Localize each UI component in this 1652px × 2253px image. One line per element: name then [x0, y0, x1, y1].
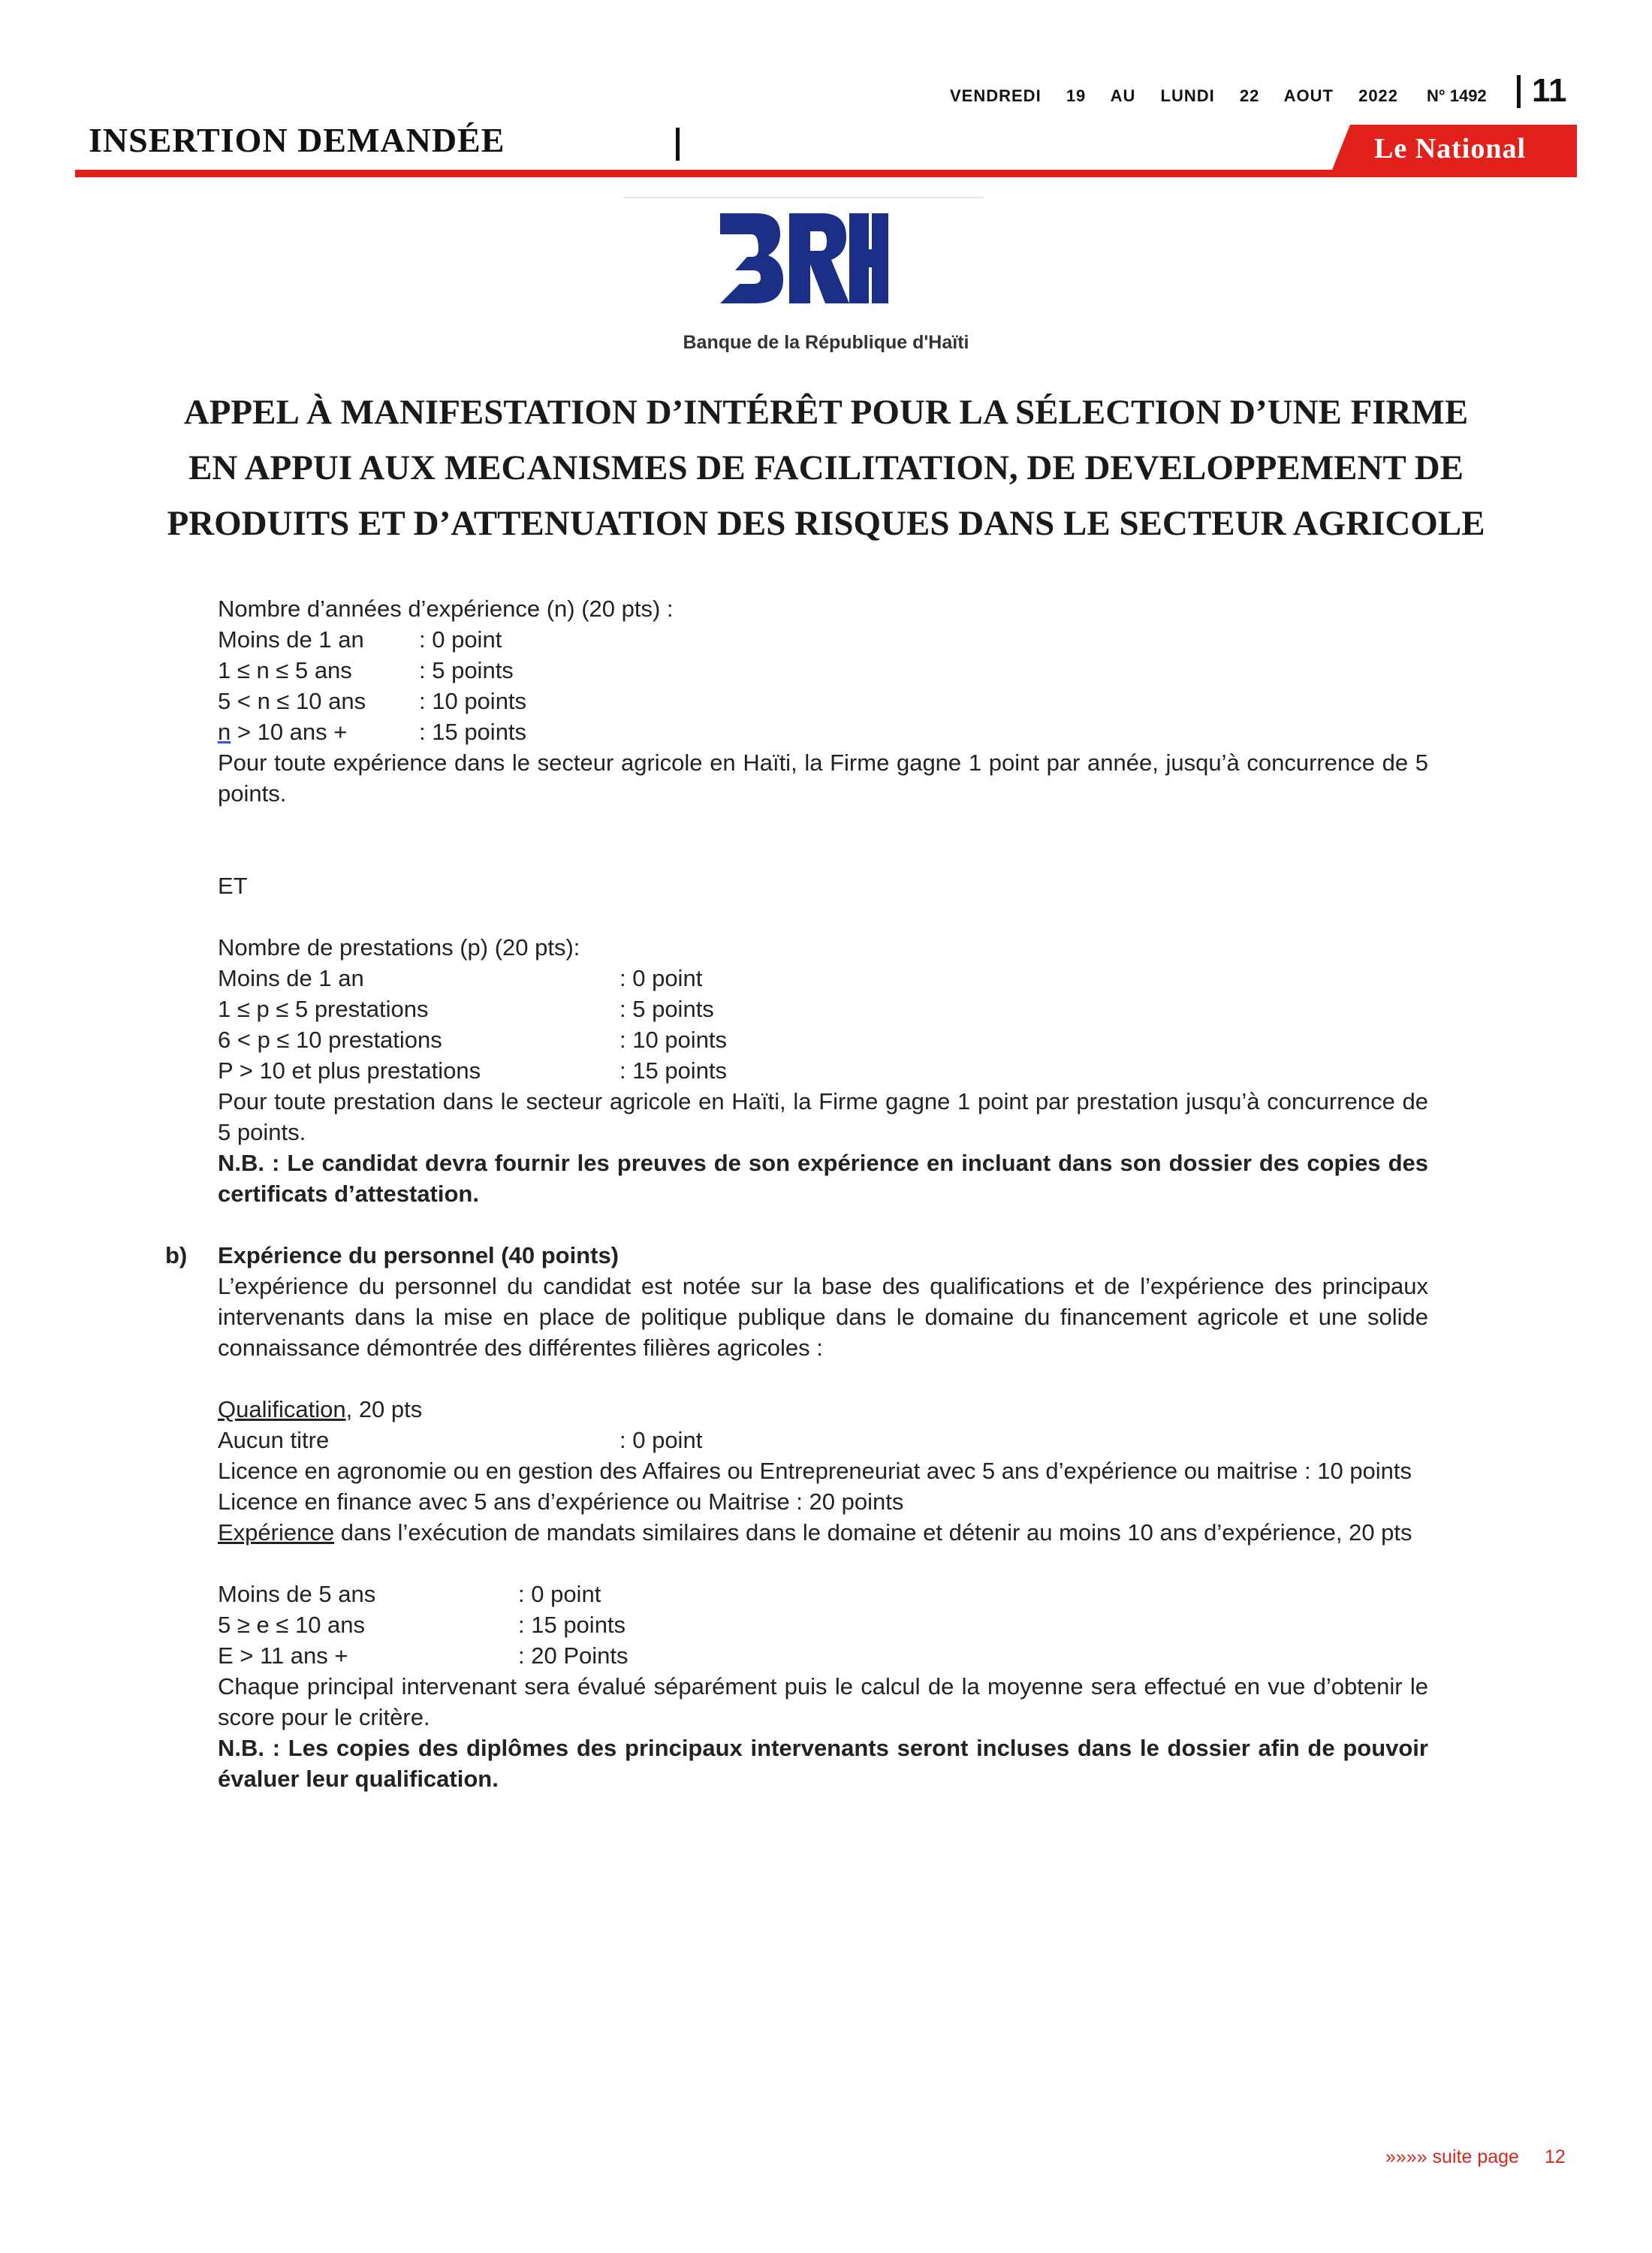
- title-line: EN APPUI AUX MECANISMES DE FACILITATION, DE DEVELOPPEMENT DE: [188, 448, 1464, 487]
- licence-line: Licence en finance avec 5 ans d’expérience ou Maitrise : 20 points: [218, 1488, 904, 1515]
- score-row: [218, 1640, 1428, 1671]
- newspaper-name: Le National: [1374, 133, 1527, 164]
- date-word: LUNDI: [1160, 86, 1215, 105]
- score-row: [218, 1579, 1428, 1609]
- logo-letter-h: [849, 213, 888, 303]
- row-value: : 15 points: [518, 1612, 626, 1638]
- row-value: : 5 points: [419, 657, 514, 683]
- personnel-intro: L’expérience du personnel du candidat est notée sur la base des qualifications et de l’expérience des principaux intervenants dans la mise en place de politique publique dans le domaine du financement agricole et une solide connaissance démontrée des différentes filières agricoles :: [218, 1273, 1428, 1361]
- logo-top-rule: [623, 197, 984, 198]
- section-divider: [676, 128, 680, 161]
- score-row: [218, 1055, 1428, 1086]
- experience-title: Expérience: [218, 1519, 335, 1546]
- row-value: : 5 points: [620, 996, 714, 1022]
- experience-note: Pour toute expérience dans le secteur agricole en Haïti, la Firme gagne 1 point par année, jusqu’à concurrence de 5 points.: [218, 749, 1428, 807]
- row-label: Moins de 5 ans: [218, 1581, 376, 1607]
- score-row: [218, 1609, 1428, 1640]
- row-value: : 10 points: [419, 688, 527, 714]
- row-value: : 0 point: [419, 626, 502, 653]
- logo-letter-b: [720, 213, 783, 303]
- page-title: [75, 385, 1577, 551]
- date-word: 2022: [1358, 86, 1399, 105]
- continued-label: »»»» suite page: [1385, 2146, 1519, 2167]
- personnel-heading: [165, 1240, 1428, 1271]
- experience-rest: dans l’exécution de mandats similaires dans le domaine et détenir au moins 10 ans d’expérience, 20 pts: [334, 1519, 1412, 1546]
- logo-letter-r: [789, 213, 849, 303]
- qualification-pts: , 20 pts: [345, 1396, 423, 1422]
- date-word: 22: [1239, 86, 1260, 105]
- qualification-title: Qualification: [218, 1396, 346, 1422]
- score-row: [218, 655, 1428, 686]
- prestations-nb: N.B. : Le candidat devra fournir les preuves de son expérience en incluant dans son dossier des copies des certificats d’attestation.: [218, 1150, 1428, 1207]
- row-value: : 15 points: [620, 1057, 728, 1084]
- date-word: 19: [1066, 86, 1087, 105]
- title-line: PRODUITS ET D’ATTENUATION DES RISQUES DANS LE SECTEUR AGRICOLE: [167, 504, 1485, 543]
- page-number: 11: [1532, 72, 1567, 109]
- experience-heading: Nombre d’années d’expérience (n) (20 pts) :: [218, 596, 674, 622]
- row-label: [218, 716, 419, 747]
- row-label: E > 11 ans +: [218, 1642, 348, 1669]
- personnel-nb: N.B. : Les copies des diplômes des principaux intervenants seront incluses dans le dossier afin de pouvoir évaluer leur qualification.: [218, 1735, 1428, 1792]
- issue-date: [950, 86, 1418, 106]
- row-label: 5 < n ≤ 10 ans: [218, 688, 366, 714]
- issue-number: N° 1492: [1427, 86, 1487, 105]
- score-row: [218, 963, 1428, 994]
- row-value: : 15 points: [419, 719, 527, 745]
- row-label: Moins de 1 an: [218, 965, 364, 991]
- row-label-rest: > 10 ans +: [231, 719, 348, 745]
- title-line: APPEL À MANIFESTATION D’INTÉRÊT POUR LA SÉLECTION D’UNE FIRME: [183, 393, 1469, 432]
- row-value: : 10 points: [620, 1027, 728, 1053]
- row-value: : 20 Points: [518, 1642, 629, 1669]
- underlined-n: n: [218, 719, 231, 745]
- row-value: : 0 point: [620, 965, 703, 991]
- moyenne-note: Chaque principal intervenant sera évalué séparément puis le calcul de la moyenne sera effectué en vue d’obtenir le score pour le critère.: [218, 1673, 1428, 1730]
- date-word: VENDREDI: [950, 86, 1042, 105]
- row-value: : 0 point: [620, 1427, 703, 1453]
- score-row: [218, 1024, 1428, 1055]
- section-title: INSERTION DEMANDÉE: [89, 121, 505, 159]
- row-label: 6 < p ≤ 10 prestations: [218, 1027, 442, 1053]
- item-heading: Expérience du personnel (40 points): [218, 1242, 620, 1268]
- prestations-note: Pour toute prestation dans le secteur agricole en Haïti, la Firme gagne 1 point par prestation jusqu’à concurrence de 5 points.: [218, 1088, 1428, 1145]
- score-row: [218, 624, 1428, 655]
- item-label: b): [165, 1242, 188, 1268]
- score-row: [218, 716, 1428, 747]
- continued-on: [1385, 2146, 1566, 2168]
- score-row: [218, 994, 1428, 1024]
- logo-caption: Banque de la République d'Haïti: [683, 332, 969, 353]
- date-word: AOUT: [1283, 86, 1334, 105]
- document-body: [165, 593, 1428, 1794]
- row-label: Aucun titre: [218, 1427, 330, 1453]
- score-row: [218, 686, 1428, 716]
- date-word: AU: [1110, 86, 1136, 105]
- row-label: Moins de 1 an: [218, 626, 364, 653]
- header-divider: [1517, 75, 1521, 108]
- row-label: 5 ≥ e ≤ 10 ans: [218, 1612, 366, 1638]
- qualification-heading: [218, 1394, 1428, 1425]
- row-value: : 0 point: [518, 1581, 601, 1607]
- score-row: [218, 1425, 1428, 1455]
- header-rule: [75, 170, 1577, 177]
- continued-page: 12: [1544, 2146, 1566, 2167]
- row-label: P > 10 et plus prestations: [218, 1057, 481, 1084]
- prestations-heading: Nombre de prestations (p) (20 pts):: [218, 934, 580, 961]
- et-separator: ET: [218, 873, 248, 899]
- licence-line: Licence en agronomie ou en gestion des Affaires ou Entrepreneuriat avec 5 ans d’expérience ou maitrise : 10 points: [218, 1458, 1412, 1484]
- experience-criterion: [218, 1517, 1428, 1548]
- row-label: 1 ≤ n ≤ 5 ans: [218, 657, 352, 683]
- row-label: 1 ≤ p ≤ 5 prestations: [218, 996, 429, 1022]
- brh-logo: [717, 212, 890, 306]
